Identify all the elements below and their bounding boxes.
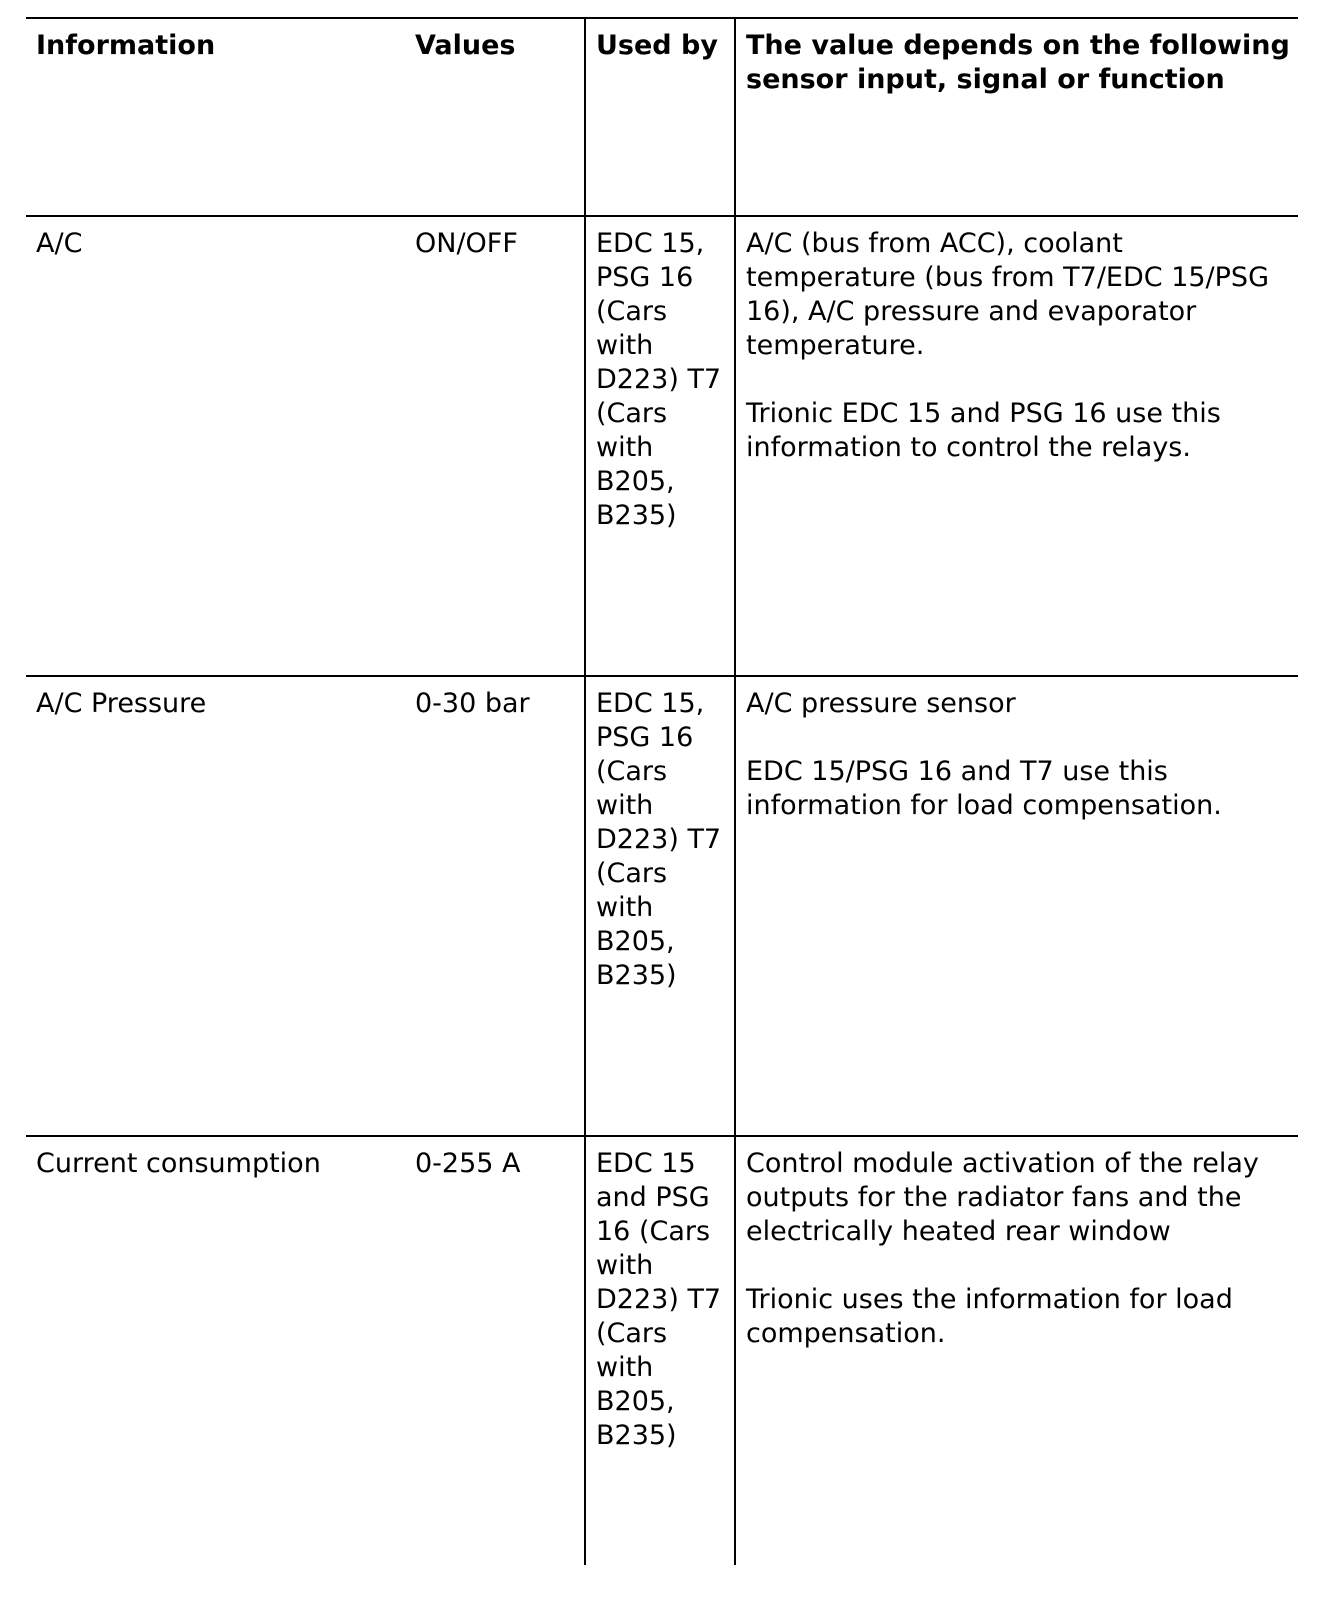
table-row — [26, 216, 1298, 676]
cell-used-by: EDC 15, PSG 16 (Cars with D223) T7 (Cars with B205, B235) — [585, 676, 735, 1136]
cell-values: 0-30 bar — [405, 676, 585, 1136]
cell-information: Current consumption — [26, 1136, 405, 1565]
cell-used-by: EDC 15, PSG 16 (Cars with D223) T7 (Cars with B205, B235) — [585, 216, 735, 676]
header-information: Information — [26, 18, 405, 216]
table-row — [26, 1136, 1298, 1565]
table-header-row — [26, 18, 1298, 216]
cell-values: 0-255 A — [405, 1136, 585, 1565]
header-depends-on: The value depends on the following sensor input, signal or function — [735, 18, 1298, 216]
depends-on-paragraph: EDC 15/PSG 16 and T7 use this information for load compensation. — [746, 756, 1222, 821]
header-values: Values — [405, 18, 585, 216]
depends-on-paragraph: A/C pressure sensor — [746, 688, 1016, 719]
cell-depends-on — [735, 216, 1298, 676]
cell-information: A/C — [26, 216, 405, 676]
depends-on-paragraph: A/C (bus from ACC), coolant temperature (bus from T7/EDC 15/PSG 16), A/C pressure and evaporator temperature. — [746, 228, 1269, 361]
cell-depends-on — [735, 676, 1298, 1136]
cell-information: A/C Pressure — [26, 676, 405, 1136]
depends-on-paragraph: Trionic EDC 15 and PSG 16 use this information to control the relays. — [746, 398, 1221, 463]
cell-depends-on — [735, 1136, 1298, 1565]
cell-used-by: EDC 15 and PSG 16 (Cars with D223) T7 (Cars with B205, B235) — [585, 1136, 735, 1565]
header-used-by: Used by — [585, 18, 735, 216]
cell-values: ON/OFF — [405, 216, 585, 676]
sensor-information-table — [26, 17, 1298, 1565]
depends-on-paragraph: Trionic uses the information for load compensation. — [746, 1284, 1233, 1349]
depends-on-paragraph: Control module activation of the relay outputs for the radiator fans and the electrically heated rear window — [746, 1148, 1259, 1247]
table-row — [26, 676, 1298, 1136]
